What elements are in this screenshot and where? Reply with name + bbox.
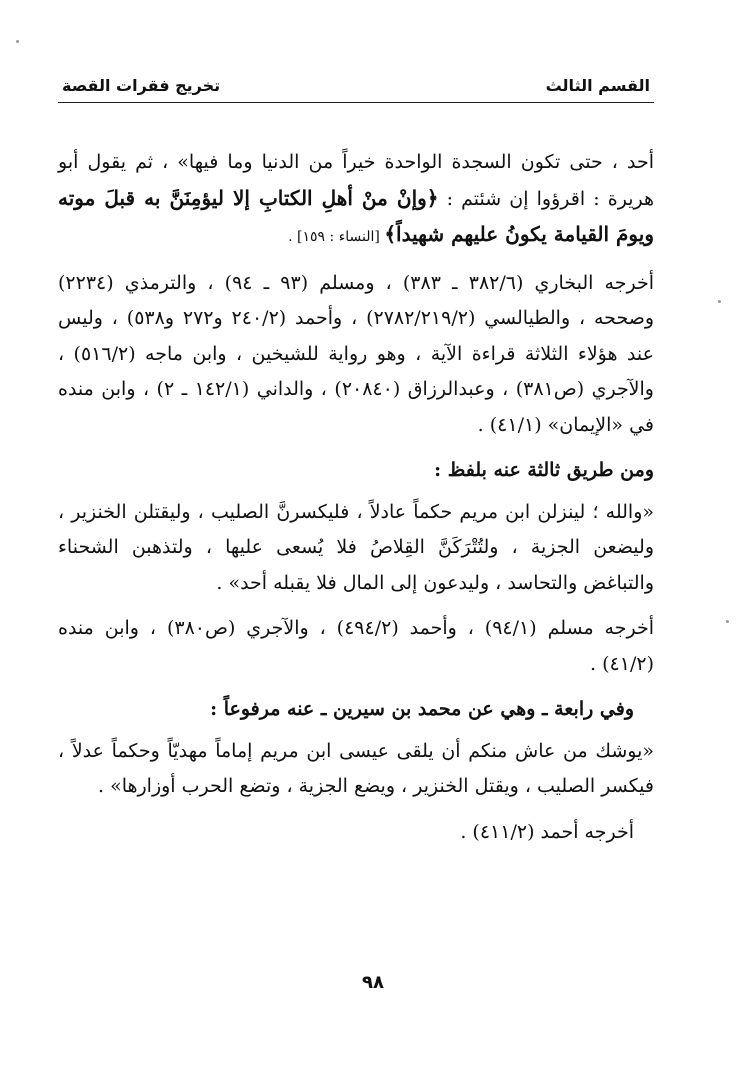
header-section: القسم الثالث xyxy=(545,76,650,95)
verse-reference: [النساء : ١٥٩] . xyxy=(288,229,385,245)
scan-speck xyxy=(718,300,721,303)
paragraph-8: أخرجه أحمد (٤١١/٢) . xyxy=(460,820,634,843)
paragraph-2: أخرجه البخاري (٣٨٢/٦ ـ ٣٨٣) ، ومسلم (٩٣ ـ ٩٤) ، والترمذي (٢٢٣٤) وصححه ، والطيالسي (٢٧٨٢/٢١٩/٢) ، وأحمد (٢٤٠/٢ و٢٧٢ و٥٣٨) ، وليس عند هؤلاء الثلاثة قراءة الآية ، وهو رواية للشيخين ، وابن ماجه (٥١٦/٢) ، والآجري (ص٣٨١) ، وعبدالرزاق (٢٠٨٤٠) ، والداني (١٤٢/١ ـ ٢) ، وابن منده في «الإيمان» (٤١/١) . xyxy=(58,271,655,436)
page-number: ٩٨ xyxy=(362,972,384,993)
header-title: تخريج فقرات القصة xyxy=(62,76,221,95)
paragraph-6: وفي رابعة ـ وهي عن محمد بن سيرين ـ عنه مرفوعاً : xyxy=(210,698,634,720)
quran-verse: ﴿وإنْ منْ أهلِ الكتابِ إلا ليؤمِنَنَّ به قبلَ موته ويومَ القيامة يكونُ عليهم شهيداً﴾ xyxy=(58,185,654,246)
scan-speck xyxy=(16,40,19,43)
running-header xyxy=(58,72,654,102)
paragraph-1 xyxy=(58,145,654,256)
paragraph-7: «يوشك من عاش منكم أن يلقى عيسى ابن مريم إماماً مهديّاً وحكماً عدلاً ، فيكسر الصليب ، ويقتل الخنزير ، ويضع الجزية ، وتضع الحرب أوزارها» . xyxy=(58,739,654,797)
header-rule xyxy=(58,102,654,103)
paragraph-5: أخرجه مسلم (٩٤/١) ، وأحمد (٤٩٤/٢) ، والآجري (ص٣٨٠) ، وابن منده (٤١/٢) . xyxy=(58,617,654,675)
paragraph-4: «والله ؛ لينزلن ابن مريم حكماً عادلاً ، فليكسرنَّ الصليب ، وليقتلن الخنزير ، وليضعن الجزية ، ولتُتْرَكَنَّ القِلاصُ فلا يُسعى عليها ، ولتذهبن الشحناء والتباغض والتحاسد ، وليدعون إلى المال فلا يقبله أحد» . xyxy=(58,500,654,594)
page-body xyxy=(58,145,654,860)
paragraph-1-text: أحد ، حتى تكون السجدة الواحدة خيراً من الدنيا وما فيها» ، ثم يقول أبو هريرة : اقرؤوا إن شئتم : xyxy=(58,151,654,210)
paragraph-3: ومن طريق ثالثة عنه بلفظ : xyxy=(434,459,654,481)
scan-speck xyxy=(726,620,729,623)
